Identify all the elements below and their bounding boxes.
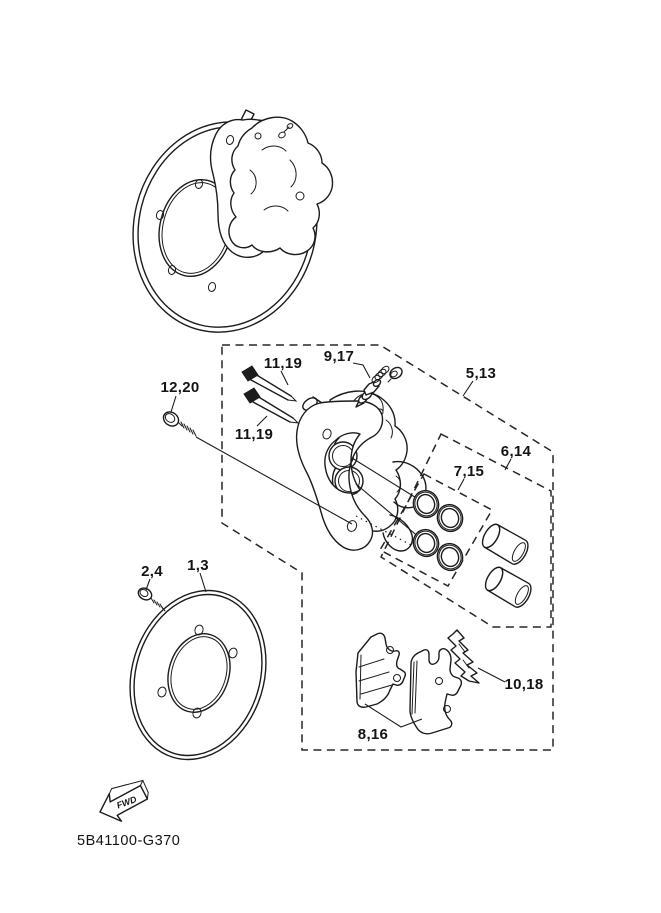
callout-disc: 1,3 bbox=[187, 557, 209, 574]
assembled-brake-view bbox=[111, 102, 339, 352]
front-brake-disc bbox=[110, 573, 287, 776]
callout-pad-pin-upper: 11,19 bbox=[263, 355, 303, 372]
callout-disc-bolt: 2,4 bbox=[141, 563, 163, 580]
callout-seal-kit: 7,15 bbox=[453, 463, 485, 480]
brake-pad-left bbox=[356, 633, 405, 707]
drawing-code-label: 5B41100-G370 bbox=[77, 833, 181, 849]
caliper-exploded-view bbox=[297, 391, 432, 556]
callout-caliper-assembly: 5,13 bbox=[465, 365, 497, 382]
callout-bleed-screw: 9,17 bbox=[323, 348, 355, 365]
callout-pad-spring: 10,18 bbox=[504, 676, 544, 693]
fwd-arrow-icon bbox=[94, 777, 154, 827]
callout-brake-pads: 8,16 bbox=[357, 726, 389, 743]
callout-piston-set: 6,14 bbox=[500, 443, 532, 460]
piston-2 bbox=[482, 564, 535, 610]
piston-1 bbox=[479, 521, 532, 567]
assembled-caliper bbox=[229, 117, 333, 254]
fwd-arrow-label: FWD bbox=[115, 794, 138, 811]
pad-pin-lower-part bbox=[244, 388, 298, 423]
callout-bracket-bolt: 12,20 bbox=[160, 379, 200, 396]
callout-pad-pin-lower: 11,19 bbox=[234, 426, 274, 443]
seal-kit-parts bbox=[410, 487, 467, 574]
disc-mount-bolt bbox=[136, 586, 165, 611]
